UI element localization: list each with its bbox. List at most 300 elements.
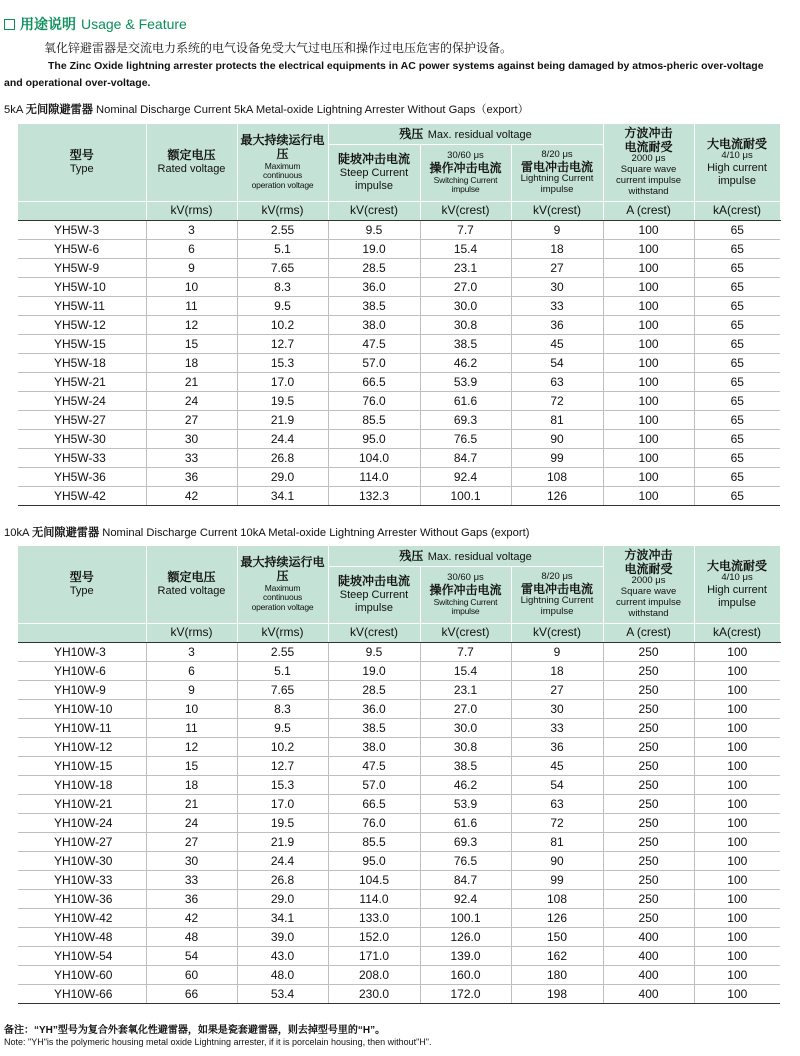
value-cell: 400: [603, 947, 694, 966]
value-cell: 18: [511, 662, 603, 681]
model-cell: YH10W-36: [18, 890, 146, 909]
value-cell: 24: [146, 392, 237, 411]
intro-text-en: The Zinc Oxide lightning arrester protects the electrical equipments in AC power systems against being damaged by atmos-pheric over-voltage and operational over-voltage.: [4, 60, 764, 89]
value-cell: 250: [603, 719, 694, 738]
value-cell: 250: [603, 909, 694, 928]
spec-table-5ka: [18, 124, 781, 506]
value-cell: 108: [511, 468, 603, 487]
value-cell: 250: [603, 681, 694, 700]
value-cell: 250: [603, 643, 694, 662]
table-row: [18, 757, 780, 776]
table2-title: [4, 524, 529, 540]
col-mcov: 最大持续运行电压 Maximum continuous operation voltage: [237, 546, 328, 624]
unit-cell: kV(crest): [511, 202, 603, 221]
value-cell: 76.5: [420, 852, 511, 871]
unit-cell: kV(rms): [146, 624, 237, 643]
value-cell: 2.55: [237, 643, 328, 662]
value-cell: 100: [603, 354, 694, 373]
col-steep-current: 陡坡冲击电流 Steep Current impulse: [328, 567, 420, 624]
value-cell: 18: [146, 776, 237, 795]
value-cell: 30.0: [420, 719, 511, 738]
model-cell: YH10W-24: [18, 814, 146, 833]
table-row: [18, 719, 780, 738]
value-cell: 100: [603, 278, 694, 297]
model-cell: YH10W-42: [18, 909, 146, 928]
value-cell: 114.0: [328, 890, 420, 909]
col-lightning-current: 8/20 μs 雷电冲击电流 Lightning Current impulse: [511, 145, 603, 202]
value-cell: 54: [146, 947, 237, 966]
value-cell: 100: [694, 738, 780, 757]
table-row: [18, 297, 780, 316]
value-cell: 42: [146, 909, 237, 928]
value-cell: 38.0: [328, 738, 420, 757]
value-cell: 27: [146, 833, 237, 852]
value-cell: 7.7: [420, 221, 511, 240]
value-cell: 15: [146, 757, 237, 776]
value-cell: 38.0: [328, 316, 420, 335]
value-cell: 99: [511, 449, 603, 468]
value-cell: 47.5: [328, 757, 420, 776]
table-row: [18, 738, 780, 757]
value-cell: 61.6: [420, 814, 511, 833]
value-cell: 29.0: [237, 890, 328, 909]
value-cell: 152.0: [328, 928, 420, 947]
value-cell: 133.0: [328, 909, 420, 928]
col-rated-voltage: 额定电压 Rated voltage: [146, 546, 237, 624]
value-cell: 81: [511, 833, 603, 852]
table2-title-en: Nominal Discharge Current 10kA Metal-oxide Lightning Arrester Without Gaps (export): [102, 527, 530, 539]
table-row: [18, 278, 780, 297]
table-row: [18, 814, 780, 833]
value-cell: 19.0: [328, 662, 420, 681]
footnote-cn: 备注：“YH”型号为复合外套氧化性避雷器，如果是瓷套避雷器，则去掉型号里的“H”。: [4, 1025, 386, 1036]
value-cell: 65: [694, 297, 780, 316]
value-cell: 30.0: [420, 297, 511, 316]
value-cell: 100: [694, 871, 780, 890]
col-high-current: 大电流耐受 4/10 μs High current impulse: [694, 546, 780, 624]
value-cell: 65: [694, 316, 780, 335]
model-cell: YH10W-60: [18, 966, 146, 985]
value-cell: 126.0: [420, 928, 511, 947]
value-cell: 27.0: [420, 278, 511, 297]
value-cell: 100: [603, 316, 694, 335]
value-cell: 39.0: [237, 928, 328, 947]
value-cell: 28.5: [328, 681, 420, 700]
checkbox-square-icon: [4, 19, 15, 30]
value-cell: 172.0: [420, 985, 511, 1004]
table-row: [18, 221, 780, 240]
value-cell: 9.5: [237, 719, 328, 738]
model-cell: YH5W-36: [18, 468, 146, 487]
value-cell: 53.9: [420, 795, 511, 814]
table1-title-cn: 无间隙避雷器: [25, 104, 93, 116]
value-cell: 76.0: [328, 814, 420, 833]
model-cell: YH10W-30: [18, 852, 146, 871]
value-cell: 100: [694, 947, 780, 966]
value-cell: 27: [146, 411, 237, 430]
value-cell: 104.5: [328, 871, 420, 890]
table-row: [18, 430, 780, 449]
value-cell: 126: [511, 487, 603, 506]
value-cell: 250: [603, 852, 694, 871]
value-cell: 66.5: [328, 795, 420, 814]
value-cell: 11: [146, 719, 237, 738]
unit-cell: [18, 624, 146, 643]
unit-cell: kA(crest): [694, 202, 780, 221]
value-cell: 100: [603, 468, 694, 487]
model-cell: YH10W-9: [18, 681, 146, 700]
value-cell: 15.4: [420, 662, 511, 681]
value-cell: 10: [146, 278, 237, 297]
table-row: [18, 392, 780, 411]
value-cell: 400: [603, 928, 694, 947]
table-row: [18, 259, 780, 278]
value-cell: 100: [694, 719, 780, 738]
value-cell: 100: [694, 966, 780, 985]
value-cell: 63: [511, 795, 603, 814]
col-mcov: 最大持续运行电压 Maximum continuous operation voltage: [237, 124, 328, 202]
unit-cell: kV(rms): [146, 202, 237, 221]
value-cell: 21: [146, 373, 237, 392]
value-cell: 250: [603, 757, 694, 776]
table-row: [18, 643, 780, 662]
value-cell: 65: [694, 335, 780, 354]
value-cell: 72: [511, 392, 603, 411]
value-cell: 100: [603, 373, 694, 392]
value-cell: 139.0: [420, 947, 511, 966]
col-type: 型号 Type: [18, 546, 146, 624]
value-cell: 400: [603, 985, 694, 1004]
value-cell: 36: [511, 316, 603, 335]
model-cell: YH10W-12: [18, 738, 146, 757]
col-switching-current: 30/60 μs 操作冲击电流 Switching Current impulse: [420, 567, 511, 624]
value-cell: 99: [511, 871, 603, 890]
value-cell: 100: [603, 487, 694, 506]
col-type: 型号 Type: [18, 124, 146, 202]
unit-cell: kV(crest): [420, 202, 511, 221]
value-cell: 17.0: [237, 795, 328, 814]
value-cell: 63: [511, 373, 603, 392]
model-cell: YH10W-66: [18, 985, 146, 1004]
model-cell: YH10W-10: [18, 700, 146, 719]
table-row: [18, 700, 780, 719]
unit-cell: kV(crest): [328, 624, 420, 643]
value-cell: 19.5: [237, 814, 328, 833]
value-cell: 12: [146, 738, 237, 757]
value-cell: 108: [511, 890, 603, 909]
table-row: [18, 947, 780, 966]
value-cell: 53.9: [420, 373, 511, 392]
value-cell: 100: [694, 985, 780, 1004]
col-high-current: 大电流耐受 4/10 μs High current impulse: [694, 124, 780, 202]
table-row: [18, 354, 780, 373]
value-cell: 6: [146, 240, 237, 259]
value-cell: 34.1: [237, 909, 328, 928]
table-row: [18, 411, 780, 430]
value-cell: 33: [146, 871, 237, 890]
footnote-en: Note: "YH"is the polymeric housing metal oxide Lightning arrester, if it is porcelain housing, then without"H".: [4, 1037, 432, 1047]
value-cell: 100: [694, 700, 780, 719]
table1-title-en: Nominal Discharge Current 5kA Metal-oxide Lightning Arrester Without Gaps（export）: [96, 104, 529, 116]
table-row: [18, 240, 780, 259]
value-cell: 250: [603, 738, 694, 757]
value-cell: 100: [603, 259, 694, 278]
value-cell: 95.0: [328, 852, 420, 871]
unit-cell: kV(rms): [237, 624, 328, 643]
col-steep-current: 陡坡冲击电流 Steep Current impulse: [328, 145, 420, 202]
table-row: [18, 316, 780, 335]
value-cell: 100: [603, 430, 694, 449]
value-cell: 65: [694, 487, 780, 506]
value-cell: 400: [603, 966, 694, 985]
value-cell: 100: [694, 890, 780, 909]
table-row: [18, 890, 780, 909]
value-cell: 90: [511, 430, 603, 449]
value-cell: 85.5: [328, 833, 420, 852]
value-cell: 9.5: [237, 297, 328, 316]
value-cell: 18: [511, 240, 603, 259]
value-cell: 38.5: [420, 335, 511, 354]
value-cell: 65: [694, 373, 780, 392]
model-cell: YH5W-11: [18, 297, 146, 316]
value-cell: 84.7: [420, 449, 511, 468]
value-cell: 76.0: [328, 392, 420, 411]
value-cell: 250: [603, 871, 694, 890]
value-cell: 15.3: [237, 354, 328, 373]
header-title-cn: 用途说明: [20, 16, 76, 32]
value-cell: 21.9: [237, 411, 328, 430]
value-cell: 100.1: [420, 909, 511, 928]
model-cell: YH5W-15: [18, 335, 146, 354]
value-cell: 132.3: [328, 487, 420, 506]
spec-table-10ka: [18, 546, 781, 1004]
value-cell: 27.0: [420, 700, 511, 719]
value-cell: 43.0: [237, 947, 328, 966]
value-cell: 17.0: [237, 373, 328, 392]
value-cell: 53.4: [237, 985, 328, 1004]
value-cell: 34.1: [237, 487, 328, 506]
value-cell: 250: [603, 890, 694, 909]
value-cell: 100: [603, 449, 694, 468]
model-cell: YH10W-27: [18, 833, 146, 852]
value-cell: 250: [603, 814, 694, 833]
value-cell: 46.2: [420, 776, 511, 795]
value-cell: 30.8: [420, 316, 511, 335]
model-cell: YH10W-18: [18, 776, 146, 795]
value-cell: 30: [146, 852, 237, 871]
value-cell: 19.0: [328, 240, 420, 259]
table-row: [18, 681, 780, 700]
value-cell: 72: [511, 814, 603, 833]
model-cell: YH10W-48: [18, 928, 146, 947]
value-cell: 3: [146, 643, 237, 662]
value-cell: 100: [603, 297, 694, 316]
value-cell: 45: [511, 757, 603, 776]
value-cell: 100: [694, 814, 780, 833]
value-cell: 27: [511, 259, 603, 278]
value-cell: 104.0: [328, 449, 420, 468]
value-cell: 100: [694, 852, 780, 871]
value-cell: 42: [146, 487, 237, 506]
table-row: [18, 776, 780, 795]
value-cell: 48: [146, 928, 237, 947]
table1-title-prefix: 5kA: [4, 104, 23, 116]
value-cell: 100: [694, 681, 780, 700]
value-cell: 19.5: [237, 392, 328, 411]
value-cell: 250: [603, 662, 694, 681]
table-row: [18, 833, 780, 852]
value-cell: 65: [694, 411, 780, 430]
value-cell: 36.0: [328, 700, 420, 719]
table-row: [18, 468, 780, 487]
value-cell: 57.0: [328, 354, 420, 373]
value-cell: 100: [694, 643, 780, 662]
table-row: [18, 928, 780, 947]
table-row: [18, 373, 780, 392]
value-cell: 60: [146, 966, 237, 985]
value-cell: 3: [146, 221, 237, 240]
model-cell: YH10W-11: [18, 719, 146, 738]
value-cell: 30: [146, 430, 237, 449]
value-cell: 24.4: [237, 852, 328, 871]
model-cell: YH10W-6: [18, 662, 146, 681]
value-cell: 69.3: [420, 411, 511, 430]
value-cell: 198: [511, 985, 603, 1004]
value-cell: 65: [694, 468, 780, 487]
col-switching-current: 30/60 μs 操作冲击电流 Switching Current impulse: [420, 145, 511, 202]
value-cell: 33: [511, 297, 603, 316]
table-row: [18, 795, 780, 814]
value-cell: 250: [603, 700, 694, 719]
value-cell: 9: [511, 221, 603, 240]
unit-cell: kV(crest): [420, 624, 511, 643]
value-cell: 15: [146, 335, 237, 354]
value-cell: 29.0: [237, 468, 328, 487]
table-row: [18, 909, 780, 928]
value-cell: 10: [146, 700, 237, 719]
value-cell: 100: [694, 833, 780, 852]
value-cell: 5.1: [237, 240, 328, 259]
value-cell: 21.9: [237, 833, 328, 852]
value-cell: 65: [694, 221, 780, 240]
value-cell: 27: [511, 681, 603, 700]
table2-title-prefix: 10kA: [4, 527, 29, 539]
model-cell: YH5W-18: [18, 354, 146, 373]
value-cell: 250: [603, 833, 694, 852]
unit-cell: kA(crest): [694, 624, 780, 643]
col-residual-voltage: 残压 Max. residual voltage: [328, 546, 603, 567]
value-cell: 23.1: [420, 681, 511, 700]
value-cell: 28.5: [328, 259, 420, 278]
section-header: [4, 14, 187, 34]
value-cell: 54: [511, 354, 603, 373]
model-cell: YH10W-15: [18, 757, 146, 776]
model-cell: YH10W-3: [18, 643, 146, 662]
model-cell: YH5W-24: [18, 392, 146, 411]
value-cell: 8.3: [237, 278, 328, 297]
model-cell: YH10W-21: [18, 795, 146, 814]
value-cell: 5.1: [237, 662, 328, 681]
table-row: [18, 335, 780, 354]
value-cell: 30.8: [420, 738, 511, 757]
value-cell: 100: [694, 928, 780, 947]
table-row: [18, 966, 780, 985]
model-cell: YH5W-27: [18, 411, 146, 430]
value-cell: 7.65: [237, 259, 328, 278]
value-cell: 84.7: [420, 871, 511, 890]
unit-cell: kV(rms): [237, 202, 328, 221]
value-cell: 100: [603, 240, 694, 259]
value-cell: 100: [603, 221, 694, 240]
value-cell: 6: [146, 662, 237, 681]
table-row: [18, 871, 780, 890]
model-cell: YH5W-3: [18, 221, 146, 240]
model-cell: YH10W-54: [18, 947, 146, 966]
value-cell: 48.0: [237, 966, 328, 985]
unit-cell: [18, 202, 146, 221]
header-title-en: Usage & Feature: [81, 16, 187, 32]
unit-cell: kV(crest): [328, 202, 420, 221]
value-cell: 24: [146, 814, 237, 833]
value-cell: 15.4: [420, 240, 511, 259]
value-cell: 7.7: [420, 643, 511, 662]
col-square-wave: 方波冲击 电流耐受 2000 μs Square wave current impulse withstand: [603, 546, 694, 624]
value-cell: 9.5: [328, 643, 420, 662]
table-row: [18, 662, 780, 681]
value-cell: 36: [146, 468, 237, 487]
value-cell: 100: [603, 335, 694, 354]
value-cell: 36: [511, 738, 603, 757]
unit-cell: kV(crest): [511, 624, 603, 643]
value-cell: 30: [511, 700, 603, 719]
value-cell: 65: [694, 278, 780, 297]
value-cell: 81: [511, 411, 603, 430]
value-cell: 100.1: [420, 487, 511, 506]
value-cell: 33: [146, 449, 237, 468]
value-cell: 8.3: [237, 700, 328, 719]
model-cell: YH5W-21: [18, 373, 146, 392]
model-cell: YH5W-30: [18, 430, 146, 449]
unit-cell: A (crest): [603, 202, 694, 221]
value-cell: 65: [694, 430, 780, 449]
value-cell: 38.5: [328, 719, 420, 738]
model-cell: YH5W-42: [18, 487, 146, 506]
value-cell: 10.2: [237, 316, 328, 335]
value-cell: 180: [511, 966, 603, 985]
value-cell: 9.5: [328, 221, 420, 240]
col-residual-voltage: 残压 Max. residual voltage: [328, 124, 603, 145]
value-cell: 85.5: [328, 411, 420, 430]
value-cell: 54: [511, 776, 603, 795]
intro-text-cn: 氧化锌避雷器是交流电力系统的电气设备免受大气过电压和操作过电压危害的保护设备。: [44, 41, 513, 55]
value-cell: 126: [511, 909, 603, 928]
value-cell: 171.0: [328, 947, 420, 966]
table-row: [18, 449, 780, 468]
value-cell: 92.4: [420, 890, 511, 909]
col-rated-voltage: 额定电压 Rated voltage: [146, 124, 237, 202]
col-lightning-current: 8/20 μs 雷电冲击电流 Lightning Current impulse: [511, 567, 603, 624]
value-cell: 36.0: [328, 278, 420, 297]
value-cell: 65: [694, 392, 780, 411]
value-cell: 100: [694, 909, 780, 928]
model-cell: YH5W-6: [18, 240, 146, 259]
value-cell: 66: [146, 985, 237, 1004]
value-cell: 100: [694, 757, 780, 776]
value-cell: 100: [694, 795, 780, 814]
value-cell: 65: [694, 240, 780, 259]
value-cell: 12.7: [237, 757, 328, 776]
model-cell: YH5W-9: [18, 259, 146, 278]
